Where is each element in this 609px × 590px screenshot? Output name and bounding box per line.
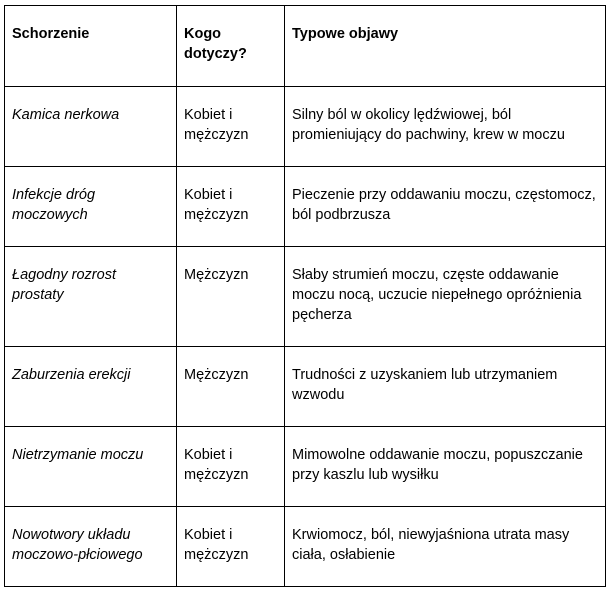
header-who: Kogo dotyczy? xyxy=(177,6,285,87)
condition-cell: Infekcje dróg moczowych xyxy=(5,167,177,247)
table-row xyxy=(5,507,606,587)
table-row xyxy=(5,427,606,507)
table-row xyxy=(5,167,606,247)
condition-cell: Łagodny rozrost prostaty xyxy=(5,247,177,347)
symptoms-cell: Słaby strumień moczu, częste oddawanie moczu nocą, uczucie niepełnego opróżnienia pęcherza xyxy=(285,247,606,347)
conditions-table xyxy=(4,5,606,587)
condition-cell: Nowotwory układu moczowo-płciowego xyxy=(5,507,177,587)
who-cell: Kobiet i mężczyzn xyxy=(177,427,285,507)
symptoms-cell: Trudności z uzyskaniem lub utrzymaniem wzwodu xyxy=(285,347,606,427)
condition-cell: Nietrzymanie moczu xyxy=(5,427,177,507)
who-cell: Mężczyzn xyxy=(177,247,285,347)
table-header-row xyxy=(5,6,606,87)
table-row xyxy=(5,347,606,427)
table-row xyxy=(5,247,606,347)
who-cell: Kobiet i mężczyzn xyxy=(177,507,285,587)
who-cell: Kobiet i mężczyzn xyxy=(177,87,285,167)
header-symptoms: Typowe objawy xyxy=(285,6,606,87)
symptoms-cell: Mimowolne oddawanie moczu, popuszczanie przy kaszlu lub wysiłku xyxy=(285,427,606,507)
symptoms-cell: Pieczenie przy oddawaniu moczu, częstomocz, ból podbrzusza xyxy=(285,167,606,247)
who-cell: Kobiet i mężczyzn xyxy=(177,167,285,247)
table-row xyxy=(5,87,606,167)
condition-cell: Kamica nerkowa xyxy=(5,87,177,167)
header-condition: Schorzenie xyxy=(5,6,177,87)
symptoms-cell: Silny ból w okolicy lędźwiowej, ból promieniujący do pachwiny, krew w moczu xyxy=(285,87,606,167)
condition-cell: Zaburzenia erekcji xyxy=(5,347,177,427)
who-cell: Mężczyzn xyxy=(177,347,285,427)
symptoms-cell: Krwiomocz, ból, niewyjaśniona utrata masy ciała, osłabienie xyxy=(285,507,606,587)
